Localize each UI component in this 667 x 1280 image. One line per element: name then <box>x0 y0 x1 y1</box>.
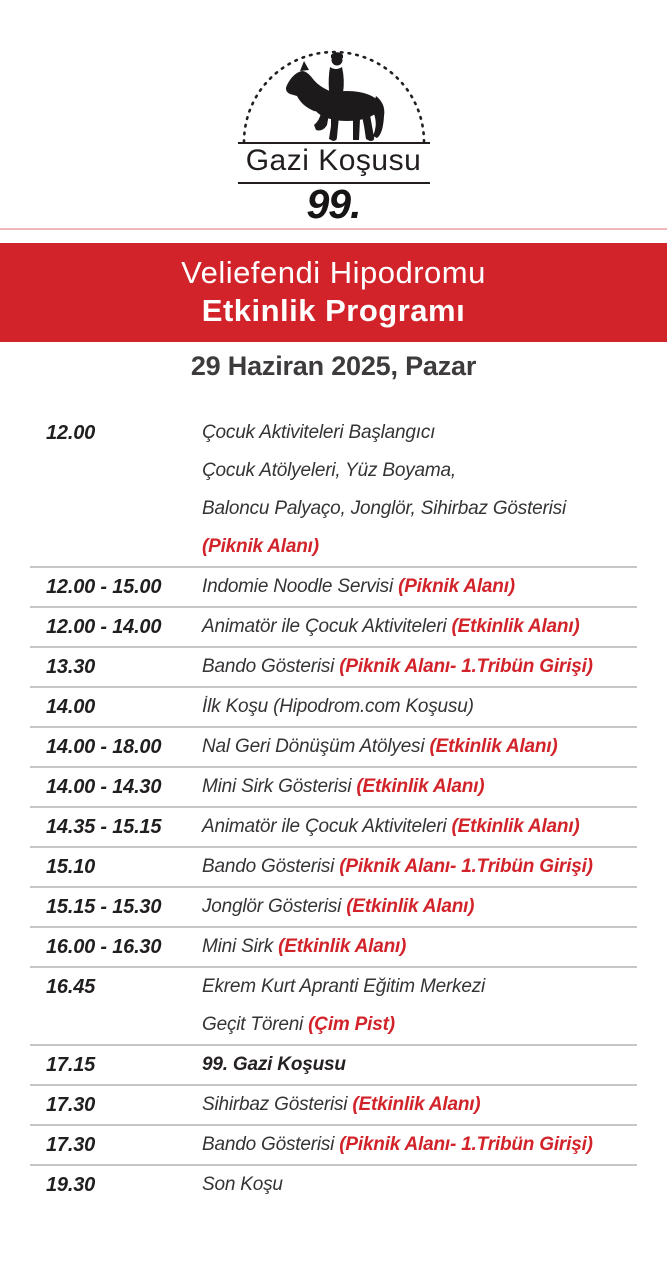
schedule-row <box>30 646 637 686</box>
event-line <box>202 1006 637 1044</box>
horse-rider-silhouette <box>286 52 384 141</box>
time-column <box>30 728 202 766</box>
time-column <box>30 1166 202 1204</box>
time-column <box>30 414 202 566</box>
location-label: (Etkinlik Alanı) <box>451 816 580 838</box>
event-column <box>202 1166 637 1204</box>
event-line <box>202 888 637 926</box>
event-date: 29 Haziran 2025, Pazar <box>190 351 477 382</box>
event-column <box>202 688 637 726</box>
event-time: 14.00 - 14.30 <box>46 776 162 799</box>
event-line <box>202 608 637 646</box>
event-text: Mini Sirk <box>202 936 279 958</box>
location-label: (Piknik Alanı- 1.Tribün Girişi) <box>339 656 593 678</box>
event-column <box>202 608 637 646</box>
schedule-row <box>30 726 637 766</box>
location-label: (Piknik Alanı) <box>398 576 515 598</box>
location-label: (Etkinlik Alanı) <box>451 616 580 638</box>
event-column <box>202 848 637 886</box>
event-line <box>202 648 637 686</box>
logo <box>0 0 667 227</box>
schedule-row <box>30 566 637 606</box>
schedule-row <box>30 846 637 886</box>
event-text: Sihirbaz Gösterisi <box>202 1094 353 1116</box>
schedule-row <box>30 414 637 566</box>
event-line <box>202 768 637 806</box>
event-column <box>202 1126 637 1164</box>
time-column <box>30 888 202 926</box>
event-time: 17.15 <box>46 1054 96 1077</box>
event-time: 16.45 <box>46 976 96 999</box>
event-time: 12.00 <box>46 422 96 445</box>
event-column <box>202 888 637 926</box>
schedule-row <box>30 606 637 646</box>
location-label: (Etkinlik Alanı) <box>278 936 407 958</box>
event-line <box>202 414 637 452</box>
event-time: 13.30 <box>46 656 96 679</box>
thin-accent-line <box>0 228 667 230</box>
event-text: Çocuk Atölyeleri, Yüz Boyama, <box>202 460 456 482</box>
location-label: (Etkinlik Alanı) <box>352 1094 481 1116</box>
time-column <box>30 568 202 606</box>
event-column <box>202 648 637 686</box>
event-time: 16.00 - 16.30 <box>46 936 162 959</box>
time-column <box>30 1126 202 1164</box>
program-title: Etkinlik Programı <box>201 293 466 329</box>
location-label: (Piknik Alanı- 1.Tribün Girişi) <box>339 856 593 878</box>
event-time: 12.00 - 15.00 <box>46 576 162 599</box>
event-column <box>202 768 637 806</box>
event-time: 14.00 <box>46 696 96 719</box>
title-banner <box>0 243 667 342</box>
event-text: Bando Gösterisi <box>202 1134 340 1156</box>
schedule-row <box>30 966 637 1044</box>
horse-rider-statue-icon <box>234 46 434 146</box>
venue-name: Veliefendi Hipodromu <box>181 255 486 291</box>
event-text: Çocuk Aktiviteleri Başlangıcı <box>202 422 436 444</box>
event-text: 99. Gazi Koşusu <box>202 1054 346 1076</box>
time-column <box>30 808 202 846</box>
schedule-row <box>30 926 637 966</box>
event-text: Bando Gösterisi <box>202 856 340 878</box>
event-time: 15.15 - 15.30 <box>46 896 162 919</box>
event-column <box>202 728 637 766</box>
event-line <box>202 688 637 726</box>
location-label: (Etkinlik Alanı) <box>356 776 485 798</box>
event-text: Mini Sirk Gösterisi <box>202 776 357 798</box>
event-text: Animatör ile Çocuk Aktiviteleri <box>202 616 452 638</box>
event-time: 19.30 <box>46 1174 96 1197</box>
event-line <box>202 728 637 766</box>
event-line <box>202 808 637 846</box>
event-text: Baloncu Palyaço, Jonglör, Sihirbaz Gösterisi <box>202 498 567 520</box>
event-time: 17.30 <box>46 1094 96 1117</box>
time-column <box>30 648 202 686</box>
logo-edition: 99. <box>306 180 361 227</box>
event-line <box>202 848 637 886</box>
time-column <box>30 1086 202 1124</box>
event-column <box>202 928 637 966</box>
schedule-table <box>30 414 637 1204</box>
event-time: 14.00 - 18.00 <box>46 736 162 759</box>
event-column <box>202 1046 637 1084</box>
event-line <box>202 928 637 966</box>
location-label: (Piknik Alanı- 1.Tribün Girişi) <box>339 1134 593 1156</box>
location-label: (Etkinlik Alanı) <box>429 736 558 758</box>
event-time: 15.10 <box>46 856 96 879</box>
event-column <box>202 414 637 566</box>
event-text: Ekrem Kurt Apranti Eğitim Merkezi <box>202 976 486 998</box>
event-line <box>202 1086 637 1124</box>
location-label: (Etkinlik Alanı) <box>346 896 475 918</box>
schedule-row <box>30 886 637 926</box>
time-column <box>30 968 202 1044</box>
location-label: (Çim Pist) <box>308 1014 395 1036</box>
logo-title: Gazi Koşusu <box>238 142 430 184</box>
event-line <box>202 968 637 1006</box>
location-label: (Piknik Alanı) <box>202 536 319 558</box>
time-column <box>30 608 202 646</box>
event-text: Son Koşu <box>202 1174 283 1196</box>
schedule-row <box>30 686 637 726</box>
event-text: İlk Koşu (Hipodrom.com Koşusu) <box>202 696 474 718</box>
event-line <box>202 1126 637 1164</box>
event-line <box>202 490 637 528</box>
schedule-row <box>30 1044 637 1084</box>
schedule-row <box>30 766 637 806</box>
event-column <box>202 808 637 846</box>
time-column <box>30 848 202 886</box>
time-column <box>30 928 202 966</box>
schedule-row <box>30 1084 637 1124</box>
schedule-row <box>30 1164 637 1204</box>
event-column <box>202 968 637 1044</box>
event-line <box>202 568 637 606</box>
event-text: Nal Geri Dönüşüm Atölyesi <box>202 736 430 758</box>
event-text: Bando Gösterisi <box>202 656 340 678</box>
time-column <box>30 688 202 726</box>
event-text: Indomie Noodle Servisi <box>202 576 399 598</box>
event-text: Jonglör Gösterisi <box>202 896 347 918</box>
event-time: 14.35 - 15.15 <box>46 816 162 839</box>
event-column <box>202 568 637 606</box>
event-column <box>202 1086 637 1124</box>
time-column <box>30 1046 202 1084</box>
event-text: Animatör ile Çocuk Aktiviteleri <box>202 816 452 838</box>
schedule-row <box>30 1124 637 1164</box>
schedule-row <box>30 806 637 846</box>
event-line <box>202 1046 637 1084</box>
event-line <box>202 1166 637 1204</box>
event-text: Geçit Töreni <box>202 1014 309 1036</box>
time-column <box>30 768 202 806</box>
event-time: 17.30 <box>46 1134 96 1157</box>
event-line <box>202 528 637 566</box>
event-time: 12.00 - 14.00 <box>46 616 162 639</box>
event-line <box>202 452 637 490</box>
